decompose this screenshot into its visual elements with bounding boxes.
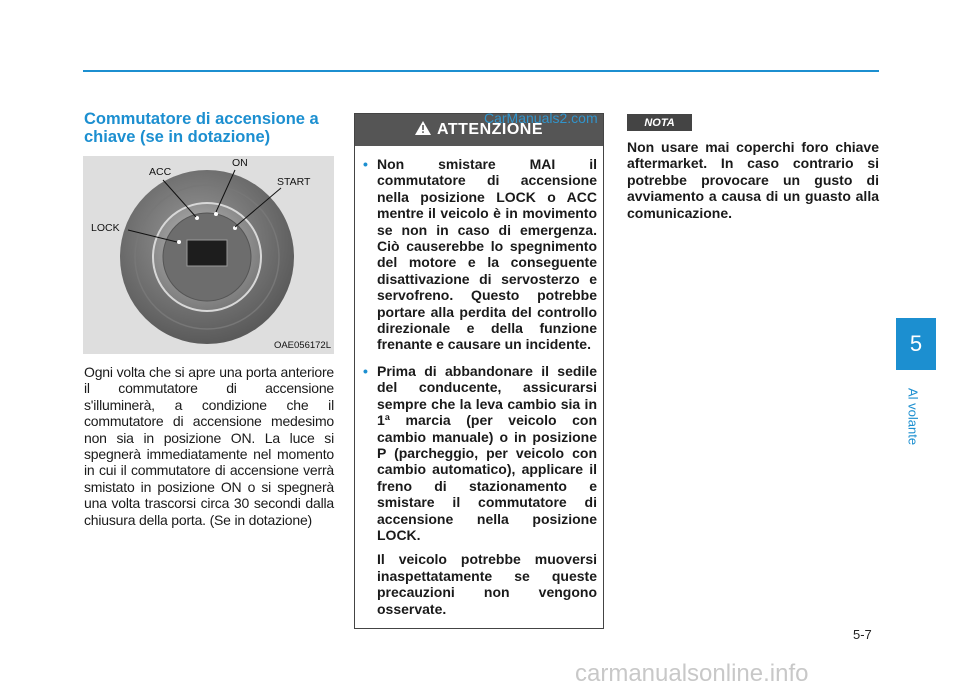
top-watermark: CarManuals2.com <box>484 110 598 126</box>
warning-item-text: Non smistare MAI il commutatore di accensione nella posizione LOCK o ACC mentre il veicolo è in movimento se non in caso di emergenza. Ciò causerebbe lo spegnimento del motore e la conseguente disattivazione di servosterzo e servofreno. Questo potrebbe portare alla perdita del controllo direzionale e della funzione frenante e causare un incidente. <box>377 156 597 353</box>
warning-title: ATTENZIONE <box>436 121 544 138</box>
warning-item <box>363 363 597 543</box>
note-badge: NOTA <box>627 114 692 131</box>
section-body: Ogni volta che si apre una porta anteriore il commutatore di accensione s'illuminerà, a condizione che il commutatore di accensione medesimo non sia in posizione ON. La luce si spegnerà immediatamente nel momento in cui il commutatore di accensione verrà smistato in posizione ON o si spegnerà una volta trascorsi circa 30 secondi dalla chiusura della porta. (Se in dotazione) <box>84 364 334 528</box>
key-slot <box>187 240 227 266</box>
chapter-name: Al volante <box>905 388 921 446</box>
bullet-icon: • <box>363 156 368 172</box>
bottom-watermark: carmanualsonline.info <box>575 660 809 687</box>
lock-label: LOCK <box>91 222 120 234</box>
on-label: ON <box>232 157 248 169</box>
bullet-icon: • <box>363 362 368 379</box>
section-title: Commutatore di accensione a chiave (se in dotazione) <box>84 110 319 146</box>
page-number: 5-7 <box>853 627 872 642</box>
warning-list <box>355 156 603 543</box>
warning-box <box>354 113 604 629</box>
warning-item <box>363 156 597 353</box>
warning-item-text: Prima di abbandonare il sedile del conducente, assicurarsi sempre che la leva cambio sia in 1ª marcia (per veicolo con cambio manuale) o in posizione P (parcheggio, per veicolo con cambio automatico), applicare il freno di stazionamento e smistare il commutatore di accensione nella posizione LOCK. <box>377 362 597 543</box>
ignition-switch-figure <box>83 156 334 354</box>
chapter-number-tab: 5 <box>896 318 936 370</box>
acc-label: ACC <box>149 166 172 178</box>
top-rule <box>83 70 879 72</box>
warning-triangle-icon <box>415 121 431 140</box>
start-label: START <box>277 176 311 188</box>
warning-extra-text: Il veicolo potrebbe muoversi inaspettatamente se queste precauzioni non vengono osservate. <box>377 551 597 617</box>
note-text: Non usare mai coperchi foro chiave aftermarket. In caso contrario si potrebbe provocare un gusto di avviamento a causa di un guasto alla comunicazione. <box>627 139 879 221</box>
figure-code: OAE056172L <box>273 340 331 351</box>
